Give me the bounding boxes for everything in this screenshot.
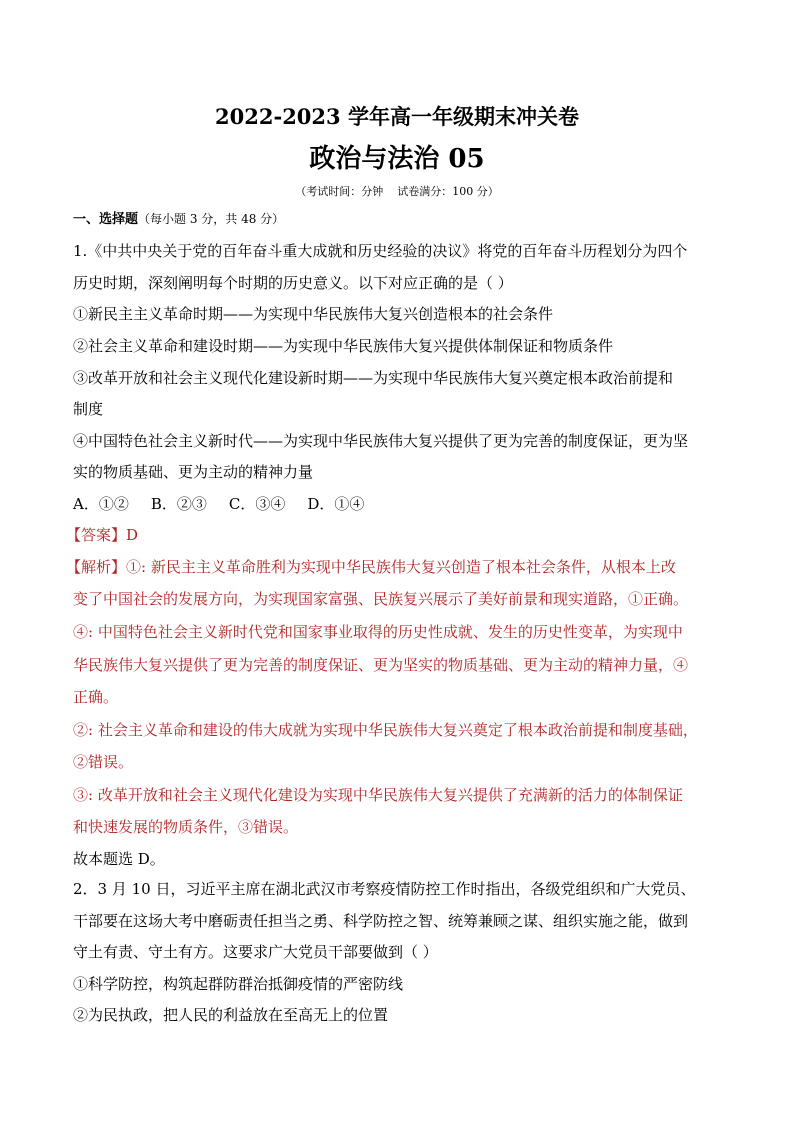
q1-item-4-line-1: ④中国特色社会主义新时代——为实现中华民族伟大复兴提供了更为完善的制度保证，更为坚 [73, 432, 689, 450]
q2-stem-line-3: 守土有责、守土有方。这要求广大党员干部要做到（ ） [73, 943, 438, 961]
q1-analysis-line-4: 华民族伟大复兴提供了更为完善的制度保证、更为坚实的物质基础、更为主动的精神力量，④ [73, 656, 689, 674]
q1-analysis-line-8: ③: 改革开放和社会主义现代化建设为实现中华民族伟大复兴提供了充满新的活力的体制保证 [73, 786, 683, 804]
q1-item-3-line-1: ③改革开放和社会主义现代化建设新时期——为实现中华民族伟大复兴奠定根本政治前提和 [73, 369, 674, 387]
q1-analysis-line-5: 正确。 [73, 688, 119, 706]
q1-item-1: ①新民主主义革命时期——为实现中华民族伟大复兴创造根本的社会条件 [73, 305, 554, 323]
q1-answer [66, 523, 726, 547]
q1-analysis-line-9: 和快速发展的物质条件，③错误。 [73, 818, 299, 836]
q1-stem-line-1: 1.《中共中央关于党的百年奋斗重大成就和历史经验的决议》将党的百年奋斗历程划分为四个 [73, 242, 688, 260]
q1-options [73, 492, 733, 516]
section-note: （每小题 3 分，共 48 分） [138, 212, 285, 226]
exam-title: 2022-2023 学年高一年级期末冲关卷 [215, 104, 579, 129]
analysis-text-1: ①: 新民主主义革命胜利为实现中华民族伟大复兴创造了根本社会条件，从根本上改 [126, 558, 676, 576]
q1-analysis-line-6: ②: 社会主义革命和建设的伟大成就为实现中华民族伟大复兴奠定了根本政治前提和制度基础， [73, 721, 698, 739]
q1-analysis-line-3: ④: 中国特色社会主义新时代党和国家事业取得的历史性成就、发生的历史性变革，为实现中 [73, 623, 683, 641]
q1-analysis-line-2: 变了中国社会的发展方向，为实现国家富强、民族复兴展示了美好前景和现实道路，①正确。 [73, 590, 689, 608]
exam-info [0, 184, 794, 200]
q1-analysis-line-7: ②错误。 [73, 753, 134, 771]
section-heading [73, 209, 284, 230]
q1-item-3-line-2: 制度 [73, 400, 104, 418]
section-title: 一、选择题 [73, 212, 139, 227]
q1-option-d: D．①④ [307, 495, 365, 513]
q2-stem-line-1: 2．3 月 10 日，习近平主席在湖北武汉市考察疫情防控工作时指出，各级党组织和广大党员、 [73, 880, 696, 898]
q1-option-b: B．②③ [150, 495, 207, 513]
q1-stem-line-2: 历史时期，深刻阐明每个时期的历史意义。以下对应正确的是（ ） [73, 274, 513, 292]
q1-item-2: ②社会主义革命和建设时期——为实现中华民族伟大复兴提供体制保证和物质条件 [73, 337, 614, 355]
exam-subtitle: 政治与法治 05 [309, 144, 485, 174]
answer-value: D [126, 526, 139, 544]
q1-analysis-line-1 [66, 555, 726, 579]
exam-score: 试卷满分：100 分） [397, 185, 499, 198]
q2-item-2: ②为民执政，把人民的利益放在至高无上的位置 [73, 1006, 389, 1024]
q2-item-1: ①科学防控，构筑起群防群治抵御疫情的严密防线 [73, 975, 404, 993]
q1-item-4-line-2: 实的物质基础、更为主动的精神力量 [73, 463, 314, 481]
exam-time: （考试时间：分钟 [295, 185, 384, 198]
q1-option-c: C．③④ [228, 495, 286, 513]
q1-option-a: A．①② [73, 495, 129, 513]
analysis-tag: 【解析】 [66, 558, 127, 576]
q2-stem-line-2: 干部要在这场大考中磨砺责任担当之勇、科学防控之智、统筹兼顾之谋、组织实施之能，做到 [73, 912, 689, 930]
q1-conclusion: 故本题选 D。 [73, 850, 165, 868]
answer-tag: 【答案】 [66, 526, 127, 544]
